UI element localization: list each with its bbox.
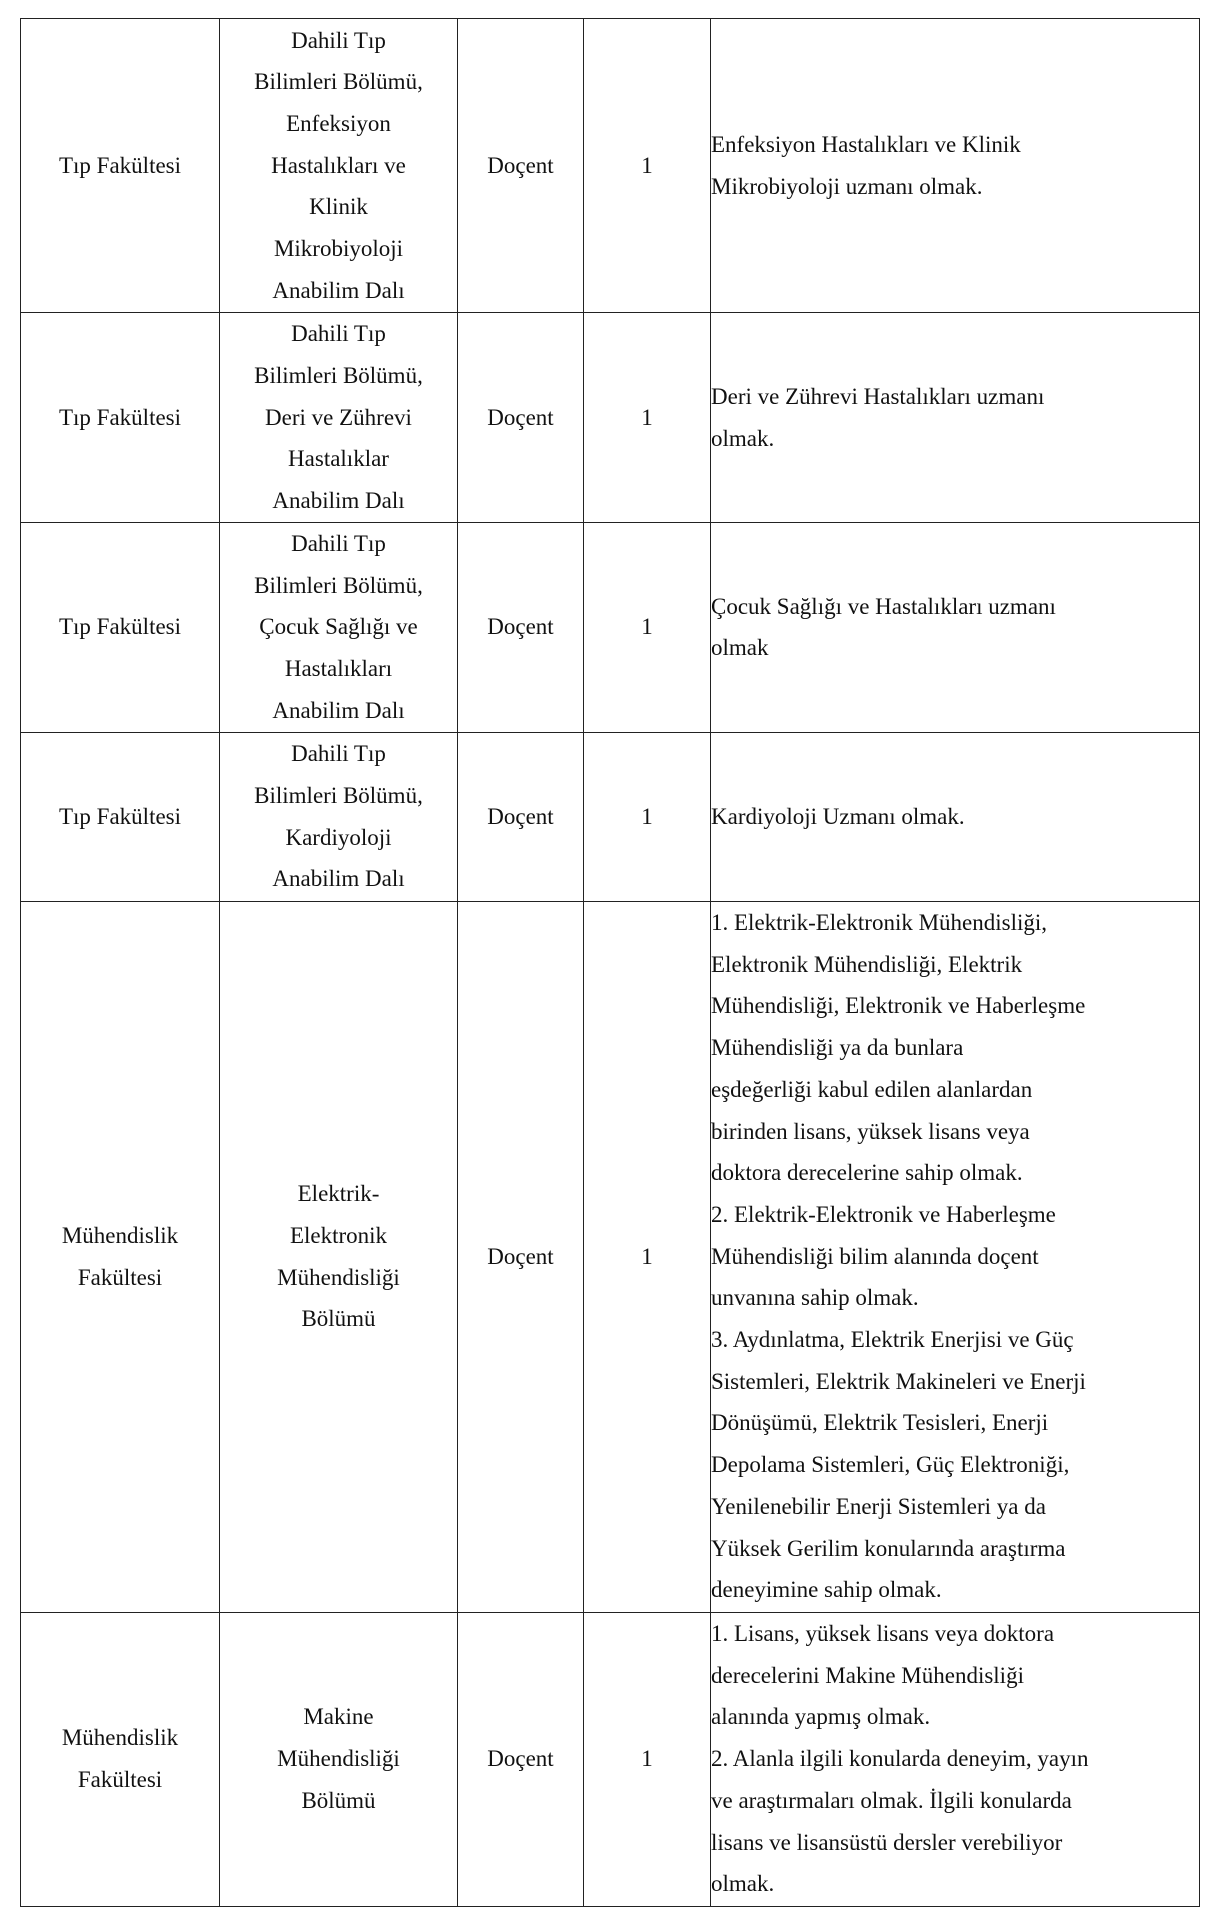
title-cell: Doçent [458, 1612, 584, 1906]
requirements-line: Elektronik Mühendisliği, Elektrik [711, 951, 1023, 977]
department-line: Klinik [309, 194, 368, 220]
department-line: Mühendisliği [277, 1746, 400, 1772]
requirements-line: Enfeksiyon Hastalıkları ve Klinik [711, 131, 1021, 157]
requirements-cell [711, 523, 1200, 733]
requirements-line: Yüksek Gerilim konularında araştırma [711, 1535, 1066, 1561]
requirements-line: Sistemleri, Elektrik Makineleri ve Enerji [711, 1368, 1086, 1394]
requirements-line: olmak. [711, 1871, 775, 1897]
count-cell: 1 [584, 19, 711, 313]
requirements-line: 1. Lisans, yüksek lisans veya doktora [711, 1621, 1055, 1647]
faculty-line: Mühendislik [61, 1725, 179, 1751]
title-cell: Doçent [458, 313, 584, 523]
department-line: Anabilim Dalı [272, 866, 405, 892]
requirements-line: deneyimine sahip olmak. [711, 1577, 942, 1603]
requirements-line: Kardiyoloji Uzmanı olmak. [711, 803, 965, 829]
department-line: Bilimleri Bölümü, [254, 69, 423, 95]
requirements-line: eşdeğerliği kabul edilen alanlardan [711, 1076, 1033, 1102]
requirements-cell [711, 19, 1200, 313]
requirements-line: ve araştırmaları olmak. İlgili konularda [711, 1787, 1072, 1813]
faculty-line: Tıp Fakültesi [58, 404, 182, 430]
requirements-line: lisans ve lisansüstü dersler verebiliyor [711, 1829, 1063, 1855]
title-cell: Doçent [458, 523, 584, 733]
department-cell [220, 19, 458, 313]
department-line: Dahili Tıp [291, 27, 386, 53]
department-line: Deri ve Zührevi [265, 404, 412, 430]
faculty-line: Mühendislik [61, 1222, 179, 1248]
department-cell [220, 313, 458, 523]
faculty-line: Tıp Fakültesi [58, 614, 182, 640]
requirements-line: birinden lisans, yüksek lisans veya [711, 1118, 1030, 1144]
requirements-line: Mühendisliği ya da bunlara [711, 1035, 964, 1061]
department-line: Mikrobiyoloji [273, 236, 404, 262]
count-cell: 1 [584, 901, 711, 1612]
faculty-cell [21, 313, 220, 523]
faculty-cell [21, 523, 220, 733]
department-line: Elektronik [289, 1222, 388, 1248]
requirements-line: Mühendisliği, Elektronik ve Haberleşme [711, 993, 1086, 1019]
faculty-cell [21, 1612, 220, 1906]
requirements-line: 2. Elektrik-Elektronik ve Haberleşme [711, 1201, 1056, 1227]
department-line: Anabilim Dalı [272, 488, 405, 514]
faculty-line: Fakültesi [77, 1264, 163, 1290]
title-cell: Doçent [458, 732, 584, 901]
faculty-cell [21, 901, 220, 1612]
department-line: Mühendisliği [277, 1264, 400, 1290]
faculty-cell [21, 732, 220, 901]
department-cell [220, 1612, 458, 1906]
count-cell: 1 [584, 313, 711, 523]
department-cell [220, 732, 458, 901]
requirements-line: olmak. [711, 425, 775, 451]
requirements-line: olmak [711, 635, 769, 661]
requirements-cell [711, 1612, 1200, 1906]
requirements-line: alanında yapmış olmak. [711, 1704, 931, 1730]
requirements-line: Dönüşümü, Elektrik Tesisleri, Enerji [711, 1410, 1049, 1436]
requirements-cell [711, 901, 1200, 1612]
requirements-cell [711, 732, 1200, 901]
department-line: Hastalıkları [284, 656, 393, 682]
table-row [21, 19, 1200, 313]
requirements-line: doktora derecelerine sahip olmak. [711, 1160, 1023, 1186]
department-line: Bölümü [301, 1787, 376, 1813]
department-line: Bilimleri Bölümü, [254, 362, 423, 388]
requirements-line: Mühendisliği bilim alanında doçent [711, 1243, 1039, 1269]
department-line: Elektrik- [297, 1181, 380, 1207]
table-row [21, 1612, 1200, 1906]
requirements-line: 3. Aydınlatma, Elektrik Enerjisi ve Güç [711, 1327, 1074, 1353]
department-line: Dahili Tıp [291, 531, 386, 556]
requirements-line: Mikrobiyoloji uzmanı olmak. [711, 173, 983, 199]
title-cell: Doçent [458, 19, 584, 313]
requirements-line: unvanına sahip olmak. [711, 1285, 919, 1311]
requirements-line: 2. Alanla ilgili konularda deneyim, yayın [711, 1746, 1089, 1772]
department-line: Dahili Tıp [291, 321, 386, 347]
department-line: Dahili Tıp [291, 741, 386, 767]
requirements-cell [711, 313, 1200, 523]
positions-table [20, 18, 1200, 1907]
table-row [21, 313, 1200, 523]
table-row [21, 901, 1200, 1612]
requirements-line: derecelerini Makine Mühendisliği [711, 1662, 1024, 1688]
department-line: Enfeksiyon [286, 110, 391, 136]
table-row [21, 523, 1200, 733]
count-cell: 1 [584, 1612, 711, 1906]
requirements-line: Yenilenebilir Enerji Sistemleri ya da [711, 1493, 1046, 1519]
department-line: Hastalıkları ve [271, 152, 406, 178]
department-line: Hastalıklar [288, 446, 389, 472]
requirements-line: Çocuk Sağlığı ve Hastalıkları uzmanı [711, 593, 1056, 619]
count-cell: 1 [584, 732, 711, 901]
faculty-line: Tıp Fakültesi [58, 803, 182, 829]
department-line: Anabilim Dalı [272, 697, 405, 723]
department-cell [220, 523, 458, 733]
department-line: Bölümü [301, 1306, 376, 1332]
faculty-line: Tıp Fakültesi [58, 152, 182, 178]
department-line: Çocuk Sağlığı ve [259, 614, 418, 640]
title-cell: Doçent [458, 901, 584, 1612]
department-line: Makine [303, 1704, 374, 1730]
department-cell [220, 901, 458, 1612]
department-line: Kardiyoloji [285, 824, 392, 850]
faculty-cell [21, 19, 220, 313]
requirements-line: 1. Elektrik-Elektronik Mühendisliği, [711, 910, 1048, 936]
requirements-line: Deri ve Zührevi Hastalıkları uzmanı [711, 383, 1045, 409]
department-line: Anabilim Dalı [272, 277, 405, 303]
faculty-line: Fakültesi [77, 1767, 163, 1793]
department-line: Bilimleri Bölümü, [254, 572, 423, 598]
table-row [21, 732, 1200, 901]
count-cell: 1 [584, 523, 711, 733]
positions-table-body [21, 19, 1200, 1907]
requirements-line: Depolama Sistemleri, Güç Elektroniği, [711, 1452, 1070, 1478]
department-line: Bilimleri Bölümü, [254, 782, 423, 808]
